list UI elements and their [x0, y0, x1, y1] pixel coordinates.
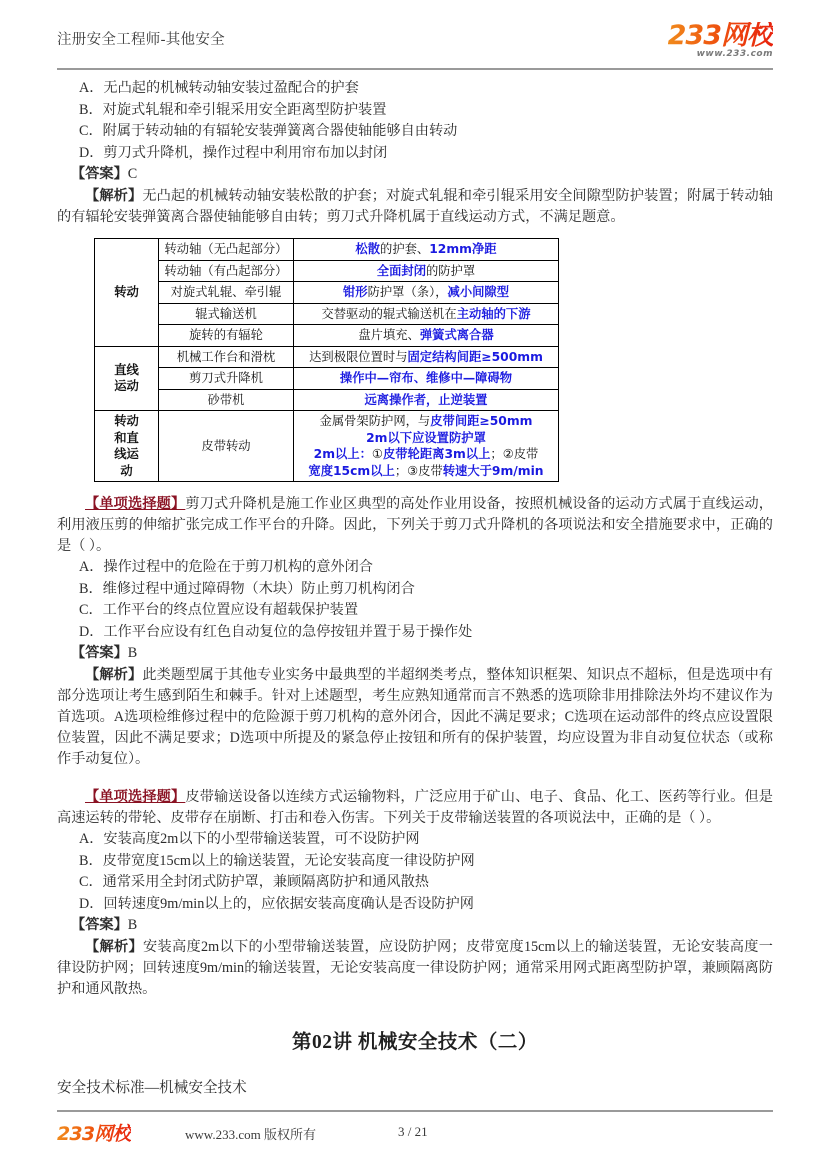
- table-cell-part: 对旋式轧辊、牵引辊: [159, 282, 294, 304]
- plain-text: ；③皮带: [394, 463, 443, 478]
- q3-explanation-text: 安装高度2m以下的小型带输送装置，应设防护网；皮带宽度15cm以上的输送装置，无论安装高度一律设防护网；回转速度9m/min的输送装置，无论安装高度一律设防护网；通常采用网式距离型防护罩，兼顾隔离防护和通风散热。: [57, 939, 773, 997]
- table-cell-measure: [294, 346, 559, 368]
- q1-answer-label: 【答案】: [71, 166, 128, 182]
- machine-safety-table-wrap: [94, 238, 773, 482]
- highlight-text: 主动轴的下游: [456, 306, 531, 321]
- table-row: [95, 325, 559, 347]
- q2-explanation-text: 此类题型属于其他专业实务中最典型的半超纲类考点，整体知识框架、知识点不超标，但是选项中有部分选项让考生感到陌生和棘手。针对上述题型，考生应熟知通常而言不熟悉的选项除非用排除法外均不建议作为首选项。A选项检维修过程中的危险源于剪刀机构的意外闭合，因此不满足要求；C选项在运动部件的终点应设置限位装置，因此不满足要求；D选项中所提及的紧急停止按钮和所有的保护装置，均应设置为非自动复位状态（或称作手动复位）。: [57, 667, 773, 767]
- footer-divider: [57, 1110, 773, 1112]
- highlight-text: 远离操作者，止逆装置: [364, 392, 488, 407]
- q3-option-b: B．皮带宽度15cm以上的输送装置，无论安装高度一律设防护网: [79, 852, 475, 869]
- plain-text: 的防护罩: [426, 263, 476, 278]
- page-header: [57, 22, 773, 70]
- highlight-text: 12mm净距: [429, 242, 497, 256]
- table-cell-measure: [294, 239, 559, 261]
- q2-answer: [71, 643, 773, 664]
- table-cell-measure: [294, 325, 559, 347]
- q3-option-a: A．安装高度2m以下的小型带输送装置，可不设防护网: [79, 831, 420, 847]
- table-cell-part: 转动轴（有凸起部分）: [159, 260, 294, 282]
- q1-option-b: B．对旋式轧辊和牵引辊采用安全距离型防护装置: [79, 101, 387, 118]
- table-row: [95, 303, 559, 325]
- q1-option-c: C．附属于转动轴的有辐轮安装弹簧离合器使轴能够自由转动: [79, 123, 458, 139]
- highlight-text: 宽度15cm以上: [308, 463, 395, 478]
- table-cell-category: 转动: [95, 239, 159, 347]
- highlight-text: 皮带轮距离3m以上: [382, 447, 491, 461]
- table-row: [95, 389, 559, 411]
- q2-option-a: A．操作过程中的危险在于剪刀机构的意外闭合: [79, 559, 373, 575]
- table-cell-part: 转动轴（无凸起部分）: [159, 239, 294, 261]
- page-number: 3 / 21: [398, 1124, 428, 1139]
- q2-answer-label: 【答案】: [71, 645, 128, 661]
- q1-answer: [71, 164, 773, 185]
- q1-explanation: [57, 186, 773, 228]
- q1-option-a: A．无凸起的机械转动轴安装过盈配合的护套: [79, 80, 359, 96]
- table-cell-part: 辊式输送机: [159, 303, 294, 325]
- highlight-text: 钳形: [342, 285, 368, 299]
- q2-stem: [57, 494, 773, 557]
- q2-stem-text: 剪刀式升降机是施工作业区典型的高处作业用设备，按照机械设备的运动方式属于直线运动，利用液压剪的伸缩扩张完成工作平台的升降。因此，下列关于剪刀式升降机的各项说法和安全措施要求中，正确的是（ ）。: [57, 496, 773, 554]
- q1-explanation-text: 无凸起的机械转动轴安装松散的护套；对旋式轧辊和牵引辊采用安全间隙型防护装置；附属于转动轴的有辐轮安装弹簧离合器使轴能够自由转；剪刀式升降机属于直线运动方式，不满足题意。: [57, 188, 773, 225]
- header-course-title: 注册安全工程师-其他安全: [57, 32, 225, 48]
- plain-text: 防护罩（条），: [367, 285, 448, 299]
- q3-explanation: [57, 937, 773, 1000]
- table-cell-measure: [294, 260, 559, 282]
- q3-explanation-label: 【解析】: [85, 939, 144, 955]
- q2-option-b: B．维修过程中通过障碍物（木块）防止剪刀机构闭合: [79, 580, 415, 597]
- brand-logo: [668, 22, 773, 59]
- q1-answer-value: C: [127, 166, 138, 182]
- q2-option-c: C．工作平台的终点位置应设有超载保护装置: [79, 602, 359, 618]
- highlight-text: 全面封闭: [376, 263, 426, 278]
- table-cell-measure: [294, 282, 559, 304]
- plain-text: 盘片填充、: [358, 328, 420, 342]
- highlight-text: 松散: [355, 242, 381, 256]
- table-cell-part: 皮带转动: [159, 411, 294, 482]
- highlight-text: 2m以上：: [313, 447, 372, 461]
- plain-text: ；②皮带: [490, 447, 539, 461]
- lecture-subheading: 安全技术标准—机械安全技术: [57, 1080, 247, 1096]
- q3-answer: [71, 915, 773, 936]
- table-row: [95, 346, 559, 368]
- machine-safety-table: [94, 238, 559, 482]
- plain-text: 交替驱动的辊式输送机在: [321, 306, 457, 321]
- q1-explanation-label: 【解析】: [85, 188, 143, 204]
- highlight-text: 弹簧式离合器: [419, 328, 494, 342]
- table-row: [95, 239, 559, 261]
- header-divider: [57, 68, 773, 70]
- table-cell-part: 剪刀式升降机: [159, 368, 294, 390]
- q3-stem-text: 皮带输送设备以连续方式运输物料，广泛应用于矿山、电子、食品、化工、医药等行业。但是高速运转的带轮、皮带存在崩断、打击和卷入伤害。下列关于皮带输送装置的各项说法中，正确的是（ ）。: [57, 789, 773, 826]
- q2-answer-value: B: [127, 645, 138, 661]
- highlight-text: 固定结构间距≥500mm: [407, 349, 543, 364]
- table-cell-category: 转动 和直 线运 动: [95, 411, 159, 482]
- table-cell-measure: [294, 368, 559, 390]
- table-cell-part: 机械工作台和滑枕: [159, 346, 294, 368]
- plain-text: ①: [371, 447, 383, 461]
- footer-copyright: www.233.com 版权所有: [185, 1127, 316, 1142]
- q1-option-d: D．剪刀式升降机，操作过程中利用帘布加以封闭: [79, 144, 388, 161]
- plain-text: 的护套、: [380, 242, 430, 256]
- q3-answer-value: B: [127, 917, 138, 933]
- lecture-title: 第02讲 机械安全技术（二）: [292, 1032, 538, 1053]
- table-row: [95, 282, 559, 304]
- q2-explanation-label: 【解析】: [85, 667, 143, 683]
- table-row: [95, 368, 559, 390]
- page-content: [57, 78, 773, 1097]
- highlight-text: 转速大于9m/min: [442, 463, 544, 478]
- table-row: [95, 411, 559, 482]
- page-footer: [57, 1117, 773, 1145]
- table-cell-measure: [294, 411, 559, 482]
- q3-option-d: D．回转速度9m/min以上的，应依据安装高度确认是否设防护网: [79, 895, 474, 912]
- plain-text: 达到极限位置时与: [309, 349, 408, 364]
- table-cell-measure: [294, 303, 559, 325]
- footer-brand-logo: 233网校: [57, 1119, 131, 1146]
- q3-type-tag: 【单项选择题】: [85, 789, 186, 805]
- table-cell-category: 直线 运动: [95, 346, 159, 411]
- brand-logo-text: 233网校: [667, 20, 773, 51]
- table-cell-measure: [294, 389, 559, 411]
- q2-type-tag: 【单项选择题】: [85, 496, 186, 512]
- table-row: [95, 260, 559, 282]
- brand-logo-url: www.233.com: [696, 49, 773, 59]
- q2-option-d: D．工作平台应设有红色自动复位的急停按钮并置于易于操作处: [79, 623, 473, 640]
- q3-option-c: C．通常采用全封闭式防护罩，兼顾隔离防护和通风散热: [79, 874, 429, 890]
- table-cell-part: 旋转的有辐轮: [159, 325, 294, 347]
- machine-safety-table-body: [95, 239, 559, 482]
- highlight-text: 减小间隙型: [447, 285, 510, 299]
- highlight-text: 皮带间距≥50mm: [430, 414, 533, 428]
- table-cell-part: 砂带机: [159, 389, 294, 411]
- q3-stem: [57, 787, 773, 829]
- q3-answer-label: 【答案】: [71, 917, 128, 933]
- highlight-text: 操作中—帘布、维修中—障碍物: [339, 371, 513, 385]
- q2-explanation: [57, 665, 773, 770]
- plain-text: 金属骨架防护网，与: [319, 414, 431, 428]
- highlight-text: 2m以下应设置防护罩: [366, 430, 486, 445]
